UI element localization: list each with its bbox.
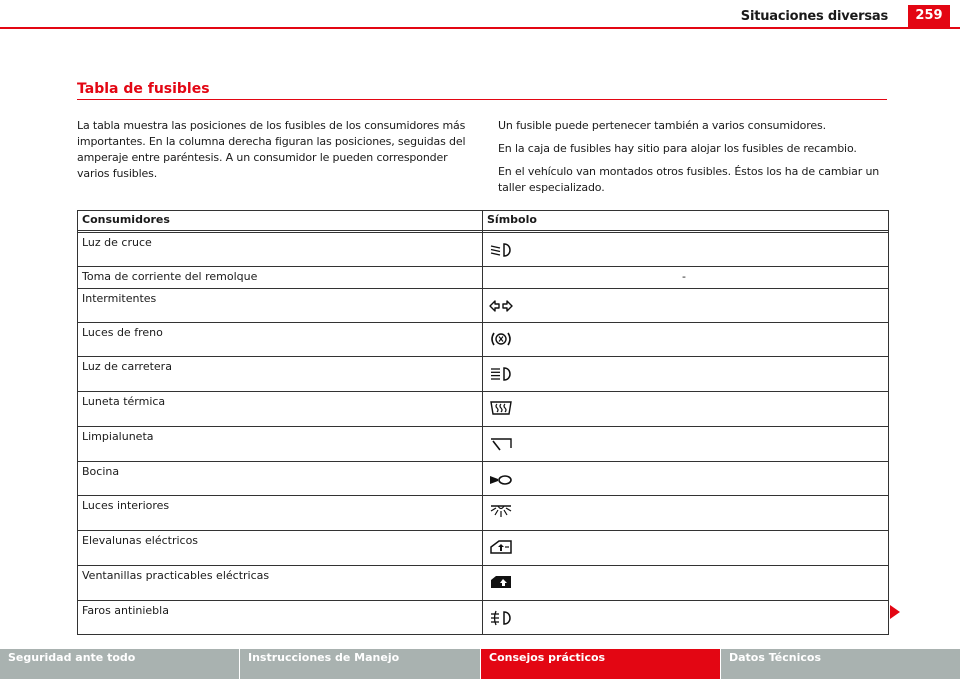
- interior-light-icon: [488, 503, 514, 519]
- consumer-label: Ventanillas practicables eléctricas: [82, 569, 270, 582]
- section-rule: [77, 99, 887, 100]
- consumer-label: Faros antiniebla: [82, 604, 169, 617]
- consumer-label: Limpialuneta: [82, 430, 154, 443]
- table-row: [78, 601, 888, 634]
- fog-light-icon: [488, 610, 514, 626]
- consumer-label: Luces interiores: [82, 499, 170, 512]
- table-row: [78, 531, 888, 566]
- consumer-label: Elevalunas eléctricos: [82, 534, 199, 547]
- note-paragraph-3: En el vehículo van montados otros fusibles. Éstos los ha de cambiar un taller especializado.: [498, 165, 880, 194]
- table-row: [78, 267, 888, 289]
- header-consumers: Consumidores: [82, 213, 170, 226]
- rear-wiper-icon: [488, 436, 514, 452]
- table-row: [78, 289, 888, 323]
- power-window-icon: [488, 539, 514, 555]
- consumer-label: Bocina: [82, 465, 120, 478]
- horn-icon: [488, 471, 514, 487]
- power-vent-window-icon: [488, 574, 514, 590]
- section-title: Tabla de fusibles: [77, 81, 210, 97]
- chapter-title: Situaciones diversas: [740, 9, 888, 24]
- fuse-table: [77, 210, 889, 635]
- consumer-label: Luz de cruce: [82, 236, 152, 249]
- tab-instrucciones[interactable]: Instrucciones de Manejo: [240, 649, 480, 679]
- note-paragraph-2: En la caja de fusibles hay sitio para alojar los fusibles de recambio.: [498, 142, 857, 155]
- header-rule: [0, 27, 960, 29]
- consumer-label: Toma de corriente del remolque: [82, 270, 258, 283]
- turn-signal-icon: [488, 298, 514, 314]
- consumer-label: Intermitentes: [82, 292, 157, 305]
- low-beam-icon: [488, 242, 514, 258]
- header-symbol: Símbolo: [487, 213, 537, 226]
- high-beam-icon: [488, 366, 514, 382]
- table-row: [78, 392, 888, 427]
- page-number: 259: [908, 5, 950, 27]
- tab-seguridad[interactable]: Seguridad ante todo: [0, 649, 239, 679]
- consumer-label: Luneta térmica: [82, 395, 166, 408]
- table-header: [78, 211, 888, 233]
- footer-nav: [0, 649, 960, 679]
- table-row: [78, 462, 888, 496]
- table-row: [78, 233, 888, 267]
- rear-defrost-icon: [488, 400, 514, 416]
- next-page-arrow[interactable]: [890, 605, 900, 619]
- table-row: [78, 496, 888, 531]
- tab-consejos[interactable]: Consejos prácticos: [481, 649, 720, 679]
- symbol-none: -: [682, 270, 686, 283]
- note-paragraph-1: Un fusible puede pertenecer también a varios consumidores.: [498, 119, 826, 132]
- consumer-label: Luces de freno: [82, 326, 163, 339]
- table-row: [78, 357, 888, 392]
- tab-datos[interactable]: Datos Técnicos: [721, 649, 960, 679]
- table-row: [78, 566, 888, 601]
- consumer-label: Luz de carretera: [82, 360, 172, 373]
- table-row: [78, 427, 888, 462]
- table-row: [78, 323, 888, 357]
- intro-paragraph: La tabla muestra las posiciones de los fusibles de los consumidores más importantes. En la columna derecha figuran las posiciones, seguidas del amperaje entre paréntesis. A un consumidor le pueden corresponder varios fusibles.: [77, 119, 466, 180]
- brake-light-icon: [488, 331, 514, 347]
